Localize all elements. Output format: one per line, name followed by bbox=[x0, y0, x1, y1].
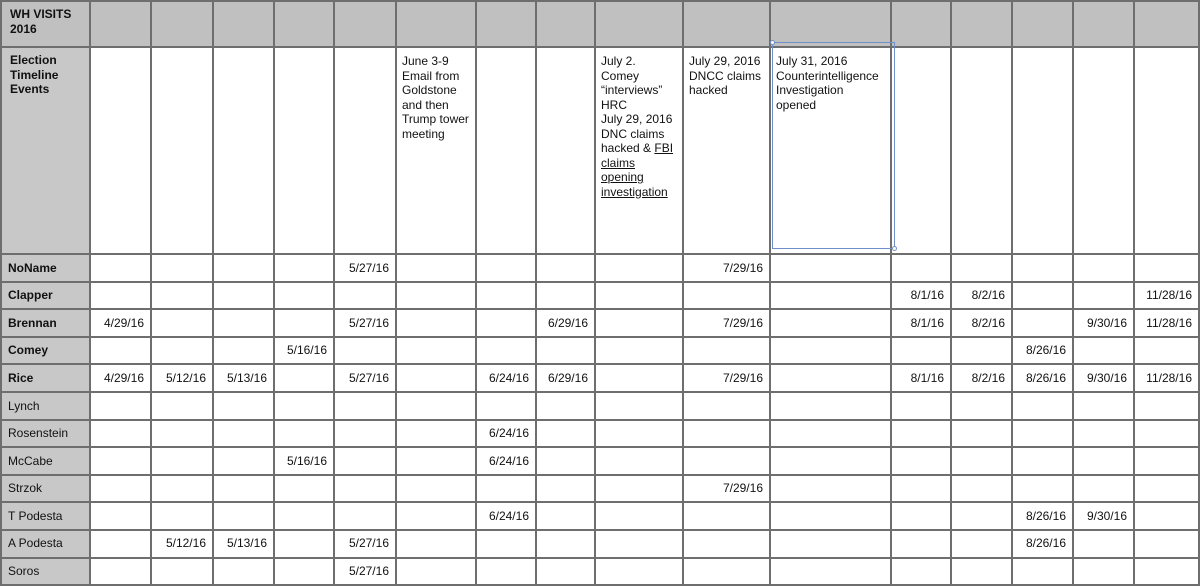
date-cell[interactable] bbox=[952, 503, 1013, 531]
date-cell[interactable]: 5/27/16 bbox=[335, 255, 397, 283]
date-cell[interactable]: 4/29/16 bbox=[91, 365, 152, 393]
table-row bbox=[0, 421, 1200, 449]
date-cell[interactable] bbox=[596, 310, 684, 338]
corner-label[interactable]: WH VISITS 2016 bbox=[0, 0, 91, 48]
date-cell[interactable] bbox=[892, 476, 952, 504]
row-label[interactable]: Brennan bbox=[0, 310, 91, 338]
table-row bbox=[0, 559, 1200, 586]
event-cell[interactable]: June 3-9 Email from Goldstone and then Trump tower meeting bbox=[397, 48, 477, 255]
date-cell[interactable]: 9/30/16 bbox=[1074, 503, 1135, 531]
date-cell[interactable]: 8/1/16 bbox=[892, 310, 952, 338]
date-cell[interactable] bbox=[91, 421, 152, 449]
date-cell[interactable] bbox=[596, 559, 684, 586]
event-cell[interactable] bbox=[596, 48, 684, 255]
date-cell[interactable] bbox=[1135, 448, 1200, 476]
date-cell[interactable] bbox=[214, 283, 275, 311]
date-cell[interactable] bbox=[152, 338, 214, 366]
event-cell[interactable] bbox=[1074, 48, 1135, 255]
header-cell[interactable] bbox=[152, 0, 214, 48]
event-text: July 2. Comey “interviews” HRC July 29, 2016 DNC claims hacked & bbox=[601, 54, 673, 155]
date-cell[interactable] bbox=[275, 365, 335, 393]
date-cell[interactable] bbox=[684, 393, 771, 421]
date-cell[interactable] bbox=[214, 338, 275, 366]
header-cell[interactable] bbox=[214, 0, 275, 48]
date-cell[interactable] bbox=[1013, 283, 1074, 311]
event-cell[interactable] bbox=[952, 48, 1013, 255]
date-cell[interactable] bbox=[596, 365, 684, 393]
row-label[interactable]: T Podesta bbox=[0, 503, 91, 531]
event-cell[interactable] bbox=[892, 48, 952, 255]
date-cell[interactable]: 4/29/16 bbox=[91, 310, 152, 338]
date-cell[interactable]: 8/2/16 bbox=[952, 310, 1013, 338]
date-cell[interactable] bbox=[952, 476, 1013, 504]
date-cell[interactable] bbox=[771, 503, 892, 531]
date-cell[interactable] bbox=[771, 283, 892, 311]
date-cell[interactable] bbox=[275, 503, 335, 531]
date-cell[interactable]: 8/26/16 bbox=[1013, 365, 1074, 393]
row-label[interactable]: NoName bbox=[0, 255, 91, 283]
date-cell[interactable]: 8/1/16 bbox=[892, 365, 952, 393]
date-cell[interactable] bbox=[1013, 310, 1074, 338]
events-row bbox=[0, 48, 1200, 255]
row-label[interactable]: Rice bbox=[0, 365, 91, 393]
event-link-text: FBI claims opening investigation bbox=[601, 141, 674, 199]
date-cell[interactable] bbox=[397, 559, 477, 586]
date-cell[interactable] bbox=[477, 476, 537, 504]
date-cell[interactable] bbox=[477, 310, 537, 338]
event-cell[interactable]: July 29, 2016 DNCC claims hacked bbox=[684, 48, 771, 255]
date-cell[interactable]: 5/27/16 bbox=[335, 310, 397, 338]
date-cell[interactable] bbox=[1074, 255, 1135, 283]
date-cell[interactable]: 6/24/16 bbox=[477, 503, 537, 531]
date-cell[interactable]: 7/29/16 bbox=[684, 365, 771, 393]
date-cell[interactable]: 5/16/16 bbox=[275, 448, 335, 476]
date-cell[interactable] bbox=[152, 393, 214, 421]
date-cell[interactable] bbox=[91, 448, 152, 476]
date-cell[interactable] bbox=[1074, 531, 1135, 559]
row-label[interactable]: Lynch bbox=[0, 393, 91, 421]
date-cell[interactable] bbox=[684, 338, 771, 366]
date-cell[interactable] bbox=[684, 421, 771, 449]
date-cell[interactable] bbox=[952, 531, 1013, 559]
date-cell[interactable] bbox=[335, 476, 397, 504]
table-row bbox=[0, 448, 1200, 476]
date-cell[interactable] bbox=[477, 255, 537, 283]
date-cell[interactable]: 8/1/16 bbox=[892, 283, 952, 311]
date-cell[interactable]: 7/29/16 bbox=[684, 255, 771, 283]
header-cell[interactable] bbox=[275, 0, 335, 48]
date-cell[interactable] bbox=[477, 559, 537, 586]
date-cell[interactable] bbox=[397, 476, 477, 504]
event-cell[interactable] bbox=[537, 48, 596, 255]
date-cell[interactable]: 9/30/16 bbox=[1074, 310, 1135, 338]
date-cell[interactable] bbox=[1135, 476, 1200, 504]
date-cell[interactable]: 6/29/16 bbox=[537, 310, 596, 338]
date-cell[interactable] bbox=[1074, 393, 1135, 421]
date-cell[interactable] bbox=[537, 448, 596, 476]
date-cell[interactable] bbox=[1135, 255, 1200, 283]
date-cell[interactable] bbox=[397, 448, 477, 476]
date-cell[interactable] bbox=[596, 338, 684, 366]
date-cell[interactable]: 5/13/16 bbox=[214, 365, 275, 393]
event-cell[interactable] bbox=[275, 48, 335, 255]
date-cell[interactable] bbox=[397, 393, 477, 421]
date-cell[interactable] bbox=[596, 531, 684, 559]
date-cell[interactable] bbox=[152, 448, 214, 476]
date-cell[interactable]: 5/27/16 bbox=[335, 531, 397, 559]
date-cell[interactable] bbox=[91, 559, 152, 586]
date-cell[interactable] bbox=[892, 448, 952, 476]
date-cell[interactable] bbox=[892, 503, 952, 531]
date-cell[interactable] bbox=[684, 531, 771, 559]
date-cell[interactable] bbox=[1074, 421, 1135, 449]
date-cell[interactable] bbox=[335, 503, 397, 531]
date-cell[interactable] bbox=[952, 421, 1013, 449]
table-row bbox=[0, 393, 1200, 421]
event-cell[interactable]: July 31, 2016 Counterintelligence Investigation opened bbox=[771, 48, 892, 255]
table-row bbox=[0, 283, 1200, 311]
date-cell[interactable] bbox=[397, 531, 477, 559]
date-cell[interactable] bbox=[397, 503, 477, 531]
date-cell[interactable] bbox=[91, 283, 152, 311]
date-cell[interactable] bbox=[152, 476, 214, 504]
date-cell[interactable] bbox=[91, 338, 152, 366]
date-cell[interactable] bbox=[537, 338, 596, 366]
date-cell[interactable] bbox=[952, 393, 1013, 421]
date-cell[interactable] bbox=[1135, 503, 1200, 531]
date-cell[interactable] bbox=[152, 283, 214, 311]
date-cell[interactable] bbox=[684, 559, 771, 586]
header-cell[interactable] bbox=[892, 0, 952, 48]
date-cell[interactable] bbox=[214, 310, 275, 338]
date-cell[interactable] bbox=[275, 421, 335, 449]
events-label[interactable]: Election Timeline Events bbox=[0, 48, 91, 255]
row-label[interactable]: Rosenstein bbox=[0, 421, 91, 449]
date-cell[interactable] bbox=[335, 283, 397, 311]
table-row bbox=[0, 255, 1200, 283]
date-cell[interactable] bbox=[596, 421, 684, 449]
date-cell[interactable] bbox=[892, 531, 952, 559]
date-cell[interactable]: 6/24/16 bbox=[477, 448, 537, 476]
event-cell[interactable] bbox=[335, 48, 397, 255]
table-row bbox=[0, 365, 1200, 393]
date-cell[interactable]: 6/24/16 bbox=[477, 421, 537, 449]
date-cell[interactable] bbox=[477, 338, 537, 366]
date-cell[interactable] bbox=[596, 476, 684, 504]
date-cell[interactable]: 9/30/16 bbox=[1074, 365, 1135, 393]
date-cell[interactable]: 11/28/16 bbox=[1135, 283, 1200, 311]
date-cell[interactable] bbox=[397, 338, 477, 366]
date-cell[interactable] bbox=[771, 365, 892, 393]
date-cell[interactable] bbox=[1074, 448, 1135, 476]
date-cell[interactable] bbox=[91, 531, 152, 559]
date-cell[interactable] bbox=[214, 559, 275, 586]
date-cell[interactable]: 11/28/16 bbox=[1135, 365, 1200, 393]
date-cell[interactable] bbox=[91, 476, 152, 504]
date-cell[interactable] bbox=[214, 448, 275, 476]
table-row bbox=[0, 338, 1200, 366]
table-row bbox=[0, 531, 1200, 559]
date-cell[interactable] bbox=[335, 393, 397, 421]
date-cell[interactable] bbox=[684, 283, 771, 311]
row-label[interactable]: McCabe bbox=[0, 448, 91, 476]
date-cell[interactable]: 5/13/16 bbox=[214, 531, 275, 559]
date-cell[interactable] bbox=[892, 255, 952, 283]
date-cell[interactable] bbox=[1135, 393, 1200, 421]
row-label[interactable]: Soros bbox=[0, 559, 91, 586]
date-cell[interactable] bbox=[91, 503, 152, 531]
header-cell[interactable] bbox=[537, 0, 596, 48]
date-cell[interactable] bbox=[537, 476, 596, 504]
date-cell[interactable] bbox=[275, 531, 335, 559]
date-cell[interactable] bbox=[335, 448, 397, 476]
date-cell[interactable]: 8/26/16 bbox=[1013, 338, 1074, 366]
date-cell[interactable] bbox=[537, 393, 596, 421]
date-cell[interactable]: 8/2/16 bbox=[952, 283, 1013, 311]
date-cell[interactable] bbox=[152, 559, 214, 586]
date-cell[interactable] bbox=[477, 283, 537, 311]
row-label[interactable]: Clapper bbox=[0, 283, 91, 311]
date-cell[interactable] bbox=[771, 255, 892, 283]
date-cell[interactable]: 8/26/16 bbox=[1013, 531, 1074, 559]
date-cell[interactable] bbox=[335, 421, 397, 449]
date-cell[interactable] bbox=[1074, 559, 1135, 586]
date-cell[interactable] bbox=[771, 421, 892, 449]
date-cell[interactable] bbox=[1074, 283, 1135, 311]
date-cell[interactable] bbox=[537, 421, 596, 449]
date-cell[interactable] bbox=[214, 421, 275, 449]
date-cell[interactable] bbox=[214, 393, 275, 421]
date-cell[interactable] bbox=[684, 448, 771, 476]
date-cell[interactable] bbox=[1013, 559, 1074, 586]
date-cell[interactable] bbox=[952, 559, 1013, 586]
event-cell[interactable] bbox=[214, 48, 275, 255]
date-cell[interactable] bbox=[596, 393, 684, 421]
date-cell[interactable]: 7/29/16 bbox=[684, 476, 771, 504]
date-cell[interactable]: 5/12/16 bbox=[152, 531, 214, 559]
date-cell[interactable] bbox=[397, 310, 477, 338]
date-cell[interactable] bbox=[275, 476, 335, 504]
date-cell[interactable] bbox=[477, 393, 537, 421]
date-cell[interactable] bbox=[596, 448, 684, 476]
header-cell[interactable] bbox=[1013, 0, 1074, 48]
event-cell[interactable] bbox=[477, 48, 537, 255]
date-cell[interactable] bbox=[397, 421, 477, 449]
date-cell[interactable]: 5/16/16 bbox=[275, 338, 335, 366]
date-cell[interactable]: 7/29/16 bbox=[684, 310, 771, 338]
header-cell[interactable] bbox=[91, 0, 152, 48]
header-row bbox=[0, 0, 1200, 48]
header-cell[interactable] bbox=[397, 0, 477, 48]
date-cell[interactable] bbox=[537, 531, 596, 559]
date-cell[interactable] bbox=[771, 338, 892, 366]
date-cell[interactable]: 5/12/16 bbox=[152, 365, 214, 393]
date-cell[interactable] bbox=[477, 531, 537, 559]
table-row bbox=[0, 310, 1200, 338]
date-cell[interactable] bbox=[596, 503, 684, 531]
date-cell[interactable] bbox=[1013, 476, 1074, 504]
date-cell[interactable] bbox=[152, 310, 214, 338]
date-cell[interactable] bbox=[952, 338, 1013, 366]
date-cell[interactable] bbox=[1013, 393, 1074, 421]
date-cell[interactable] bbox=[537, 503, 596, 531]
date-cell[interactable] bbox=[397, 255, 477, 283]
date-cell[interactable] bbox=[771, 559, 892, 586]
date-cell[interactable] bbox=[1135, 559, 1200, 586]
event-cell[interactable] bbox=[91, 48, 152, 255]
date-cell[interactable] bbox=[397, 365, 477, 393]
date-cell[interactable] bbox=[275, 559, 335, 586]
date-cell[interactable] bbox=[771, 531, 892, 559]
date-cell[interactable]: 8/26/16 bbox=[1013, 503, 1074, 531]
date-cell[interactable] bbox=[91, 255, 152, 283]
date-cell[interactable] bbox=[952, 448, 1013, 476]
date-cell[interactable] bbox=[1013, 255, 1074, 283]
row-label[interactable]: A Podesta bbox=[0, 531, 91, 559]
date-cell[interactable] bbox=[892, 393, 952, 421]
date-cell[interactable] bbox=[596, 283, 684, 311]
header-cell[interactable] bbox=[684, 0, 771, 48]
date-cell[interactable] bbox=[892, 338, 952, 366]
event-cell[interactable] bbox=[1013, 48, 1074, 255]
date-cell[interactable] bbox=[152, 421, 214, 449]
date-cell[interactable] bbox=[275, 310, 335, 338]
date-cell[interactable] bbox=[1013, 421, 1074, 449]
date-cell[interactable] bbox=[152, 255, 214, 283]
date-cell[interactable] bbox=[335, 338, 397, 366]
date-cell[interactable] bbox=[684, 503, 771, 531]
date-cell[interactable]: 6/29/16 bbox=[537, 365, 596, 393]
header-cell[interactable] bbox=[771, 0, 892, 48]
date-cell[interactable] bbox=[892, 559, 952, 586]
table-row bbox=[0, 503, 1200, 531]
date-cell[interactable] bbox=[1135, 421, 1200, 449]
event-cell[interactable] bbox=[1135, 48, 1200, 255]
date-cell[interactable]: 5/27/16 bbox=[335, 559, 397, 586]
row-label[interactable]: Comey bbox=[0, 338, 91, 366]
date-cell[interactable] bbox=[537, 559, 596, 586]
date-cell[interactable] bbox=[275, 283, 335, 311]
date-cell[interactable] bbox=[275, 255, 335, 283]
date-cell[interactable] bbox=[892, 421, 952, 449]
header-cell[interactable] bbox=[596, 0, 684, 48]
date-cell[interactable] bbox=[275, 393, 335, 421]
table-row bbox=[0, 476, 1200, 504]
date-cell[interactable]: 8/2/16 bbox=[952, 365, 1013, 393]
header-cell[interactable] bbox=[477, 0, 537, 48]
date-cell[interactable] bbox=[537, 283, 596, 311]
date-cell[interactable] bbox=[596, 255, 684, 283]
date-cell[interactable] bbox=[214, 255, 275, 283]
date-cell[interactable] bbox=[152, 503, 214, 531]
event-cell[interactable] bbox=[152, 48, 214, 255]
header-cell[interactable] bbox=[1074, 0, 1135, 48]
date-cell[interactable] bbox=[771, 393, 892, 421]
date-cell[interactable] bbox=[397, 283, 477, 311]
date-cell[interactable] bbox=[1074, 476, 1135, 504]
header-cell[interactable] bbox=[952, 0, 1013, 48]
row-label[interactable]: Strzok bbox=[0, 476, 91, 504]
date-cell[interactable] bbox=[1135, 338, 1200, 366]
header-cell[interactable] bbox=[1135, 0, 1200, 48]
date-cell[interactable] bbox=[1135, 531, 1200, 559]
date-cell[interactable] bbox=[771, 448, 892, 476]
date-cell[interactable]: 5/27/16 bbox=[335, 365, 397, 393]
date-cell[interactable] bbox=[214, 476, 275, 504]
date-cell[interactable] bbox=[952, 255, 1013, 283]
header-cell[interactable] bbox=[335, 0, 397, 48]
date-cell[interactable] bbox=[537, 255, 596, 283]
date-cell[interactable] bbox=[214, 503, 275, 531]
date-cell[interactable] bbox=[771, 310, 892, 338]
date-cell[interactable]: 6/24/16 bbox=[477, 365, 537, 393]
date-cell[interactable] bbox=[1074, 338, 1135, 366]
date-cell[interactable] bbox=[91, 393, 152, 421]
date-cell[interactable] bbox=[1013, 448, 1074, 476]
date-cell[interactable] bbox=[771, 476, 892, 504]
date-cell[interactable]: 11/28/16 bbox=[1135, 310, 1200, 338]
